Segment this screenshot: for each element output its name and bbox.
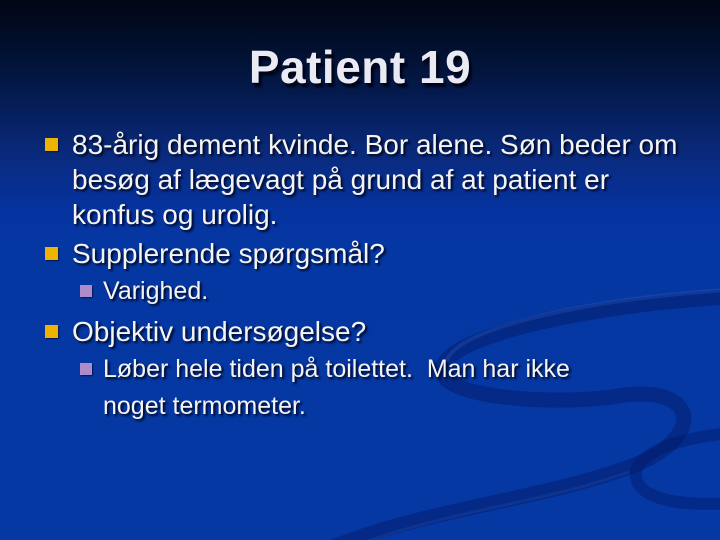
bullet-square-icon	[45, 138, 58, 151]
bullet-line: besøg af lægevagt på grund af at patient er	[72, 164, 610, 195]
bullet-square-icon	[45, 247, 58, 260]
bullet-line: Løber hele tiden på toilettet. Man har ikke	[103, 355, 570, 383]
sub-bullet-square-icon	[80, 363, 92, 375]
bullet-line: Varighed.	[103, 277, 209, 305]
bullet-square-icon	[45, 325, 58, 338]
sub-bullet-square-icon	[80, 285, 92, 297]
bullet-item	[45, 127, 695, 232]
bullet-item	[45, 314, 695, 349]
slide-title: Patient 19	[248, 41, 472, 93]
sub-bullet-item	[45, 273, 695, 310]
bullet-item	[45, 236, 695, 271]
bullet-line: Objektiv undersøgelse?	[72, 316, 367, 347]
bullet-line: Supplerende spørgsmål?	[72, 238, 385, 269]
slide-body	[45, 127, 695, 425]
sub-bullet-item	[45, 351, 695, 425]
bullet-line: noget termometer.	[103, 392, 306, 420]
bullet-line: konfus og urolig.	[72, 199, 278, 230]
bullet-line: 83-årig dement kvinde. Bor alene. Søn beder om	[72, 129, 678, 160]
